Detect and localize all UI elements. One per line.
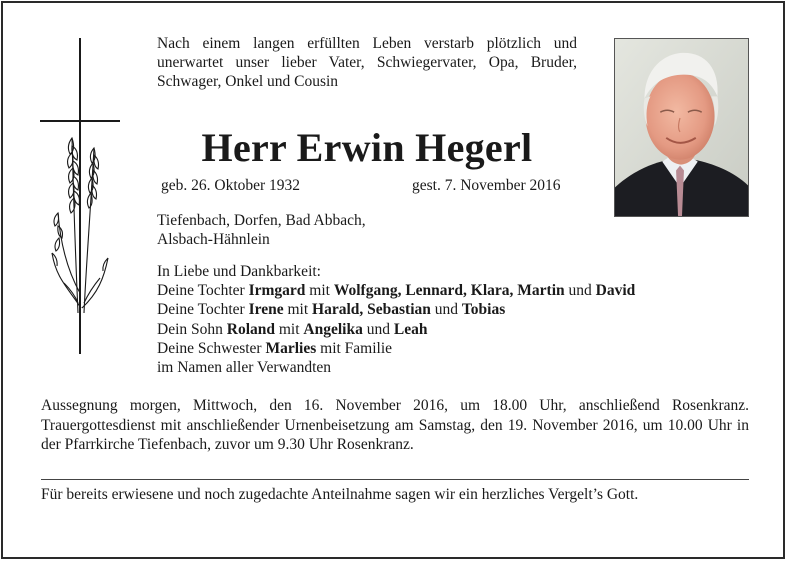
family-member-name: Harald, Sebastian <box>312 301 431 319</box>
family-line-text: mit Familie <box>316 339 393 357</box>
family-member-name: Irene <box>248 301 284 319</box>
family-member-name: Irmgard <box>248 282 306 300</box>
family-list <box>157 262 635 377</box>
family-heading: In Liebe und Dankbarkeit: <box>157 263 321 280</box>
family-line-text: mit <box>275 320 304 338</box>
family-line-text: und <box>564 282 596 300</box>
family-line-text: mit <box>305 282 334 300</box>
family-member-name: Marlies <box>265 339 317 357</box>
places <box>157 211 366 249</box>
family-line-text: Deine Schwester <box>157 339 266 357</box>
family-line <box>157 281 635 300</box>
places-line: Tiefenbach, Dorfen, Bad Abbach, <box>157 212 366 229</box>
family-line <box>157 300 635 319</box>
funeral-notice: Aussegnung morgen, Mittwoch, den 16. November 2016, um 18.00 Uhr, anschließend Rosenkranz. Trauergottesdienst mit anschließender Urnenbeisetzung am Samstag, den 19. November 2016, um 10.00 Uhr in der Pfarrkirche Tiefenbach, zuvor um 9.30 Uhr Rosenkranz. <box>41 397 749 453</box>
family-line <box>157 320 635 339</box>
family-member-name: Tobias <box>461 301 506 319</box>
birth-date: geb. 26. Oktober 1932 <box>161 177 301 194</box>
family-line-text: Deine Tochter <box>157 282 249 300</box>
family-line-text: und <box>362 320 394 338</box>
family-line <box>157 339 635 358</box>
family-member-name: David <box>595 282 636 300</box>
thanks-text: Für bereits erwiesene und noch zugedachte Anteilnahme sagen wir ein herzliches Vergelt’s Gott. <box>41 486 639 503</box>
family-line-text: mit <box>283 301 313 319</box>
family-member-name: Leah <box>393 320 428 338</box>
places-line: Alsbach-Hähnlein <box>157 231 270 248</box>
deceased-name: Herr Erwin Hegerl <box>201 125 533 170</box>
family-line-text: Dein Sohn <box>157 320 227 338</box>
death-date: gest. 7. November 2016 <box>412 177 561 194</box>
family-line-text: und <box>430 301 462 319</box>
family-member-name: Wolfgang, Lennard, Klara, Martin <box>333 282 565 300</box>
family-member-name: Roland <box>226 320 275 338</box>
portrait-photo <box>614 38 749 217</box>
family-lines <box>157 281 635 377</box>
divider <box>41 479 749 480</box>
cross-with-wheat-icon <box>38 38 124 356</box>
family-line-text: im Namen aller Verwandten <box>157 359 332 377</box>
family-line-text: Deine Tochter <box>157 301 249 319</box>
intro-text: Nach einem langen erfüllten Leben verstarb plötzlich und unerwartet unser lieber Vater, Schwiegervater, Opa, Bruder, Schwager, Onkel und Cousin <box>157 35 577 90</box>
family-line <box>157 358 635 377</box>
family-member-name: Angelika <box>303 320 363 338</box>
